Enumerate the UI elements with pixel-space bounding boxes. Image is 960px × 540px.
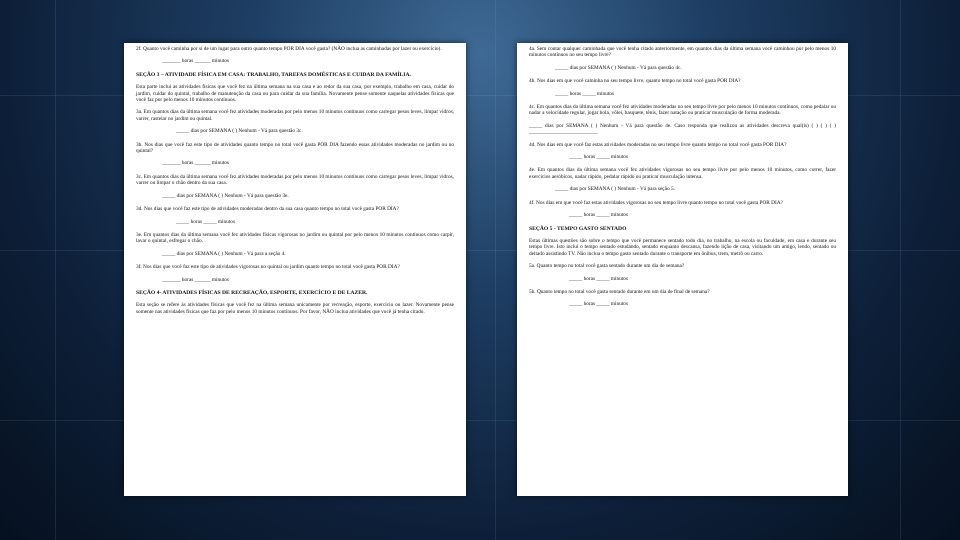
question-text: Esta seção se refere às atividades físicas que você fez na última semana unicamente por recreação, esporte, exercício ou lazer. Novamente pense somente nas atividades físicas que faz por pelo menos 10 minutos contínuos. Por favor, NÃO inclua atividades que você já tenha citado. bbox=[136, 302, 454, 315]
answer-line: _______ horas ______ minutos bbox=[162, 276, 229, 283]
question-text: 3a. Em quantos dias da última semana você fez atividades moderadas por pelo menos 10 minutos contínuos como carregar pesos leves, limpar vidros, varrer, rastelar no jardim ou quintal. bbox=[136, 109, 454, 122]
question-text: Estas últimas questões são sobre o tempo que você permanece sentado todo dia, no trabalho, na escola ou faculdade, em casa e durante seu tempo livre. Isto inclui o tempo sentado estudando, sentado enquanto descansa, fazendo lição de casa, visitando um amigo, lendo, sentado ou deitado assistindo TV. Não inclua o tempo gasto sentado durante o transporte em ônibus, trem, metrô ou carro. bbox=[529, 237, 836, 257]
answer-line: _____ horas _____ minutos bbox=[569, 275, 629, 282]
question-text: 3f. Nos dias que você faz este tipo de atividades vigorosas no quintal ou jardim quanto tempo no total você gasta POR DIA? bbox=[136, 264, 400, 271]
section-heading: SEÇÃO 3 – ATIVIDADE FÍSICA EM CASA: TRABALHO, TAREFAS DOMÉSTICAS E CUIDAR DA FAMÍLIA. bbox=[136, 71, 411, 78]
answer-line: _____ dias por SEMANA ( ) Nenhum - Vá para a seção 4. bbox=[162, 250, 286, 257]
question-text: 4c. Em quantos dias da última semana você fez atividades moderadas no seu tempo livre por pelo menos 10 minutos contínuos, como pedalar ou nadar a velocidade regular, jogar bola, vôlei, basquete, tênis, fazer natação ou praticar musculação de forma moderada. bbox=[529, 104, 836, 117]
answer-line: _____ dias por SEMANA ( ) Nenhum - Vá para questão 3c. bbox=[176, 128, 303, 135]
page-left-content bbox=[124, 43, 466, 315]
answer-line: _____ dias por SEMANA ( ) Nenhum - Vá para questão 3e. bbox=[162, 192, 289, 199]
question-text: 3e. Em quantos dias da última semana você fez atividades físicas vigorosas no jardim ou quintal por pelo menos 10 minutos contínuos como carpir, lavar o quintal, esfregar o chão. bbox=[136, 231, 454, 245]
question-text: 4b. Nos dias em que você caminha no seu tempo livre, quanto tempo no total você gasta POR DIA? bbox=[529, 78, 741, 85]
question-text: 4d. Nos dias em que você faz estas atividades moderadas no seu tempo livre quanto tempo no total você gasta POR DIA? bbox=[529, 141, 787, 148]
answer-line: _______ horas ______ minutos bbox=[162, 160, 229, 167]
question-text: 2f. Quanto você caminha por si de um lugar para outro quanto tempo POR DIA você gasta? (NÃO inclua as caminhadas por lazer ou exercício). bbox=[136, 46, 442, 52]
question-text: 5a. Quanto tempo no total você gasta sentado durante um dia de semana? bbox=[529, 263, 685, 270]
answer-line: _____ horas _____ minutos bbox=[569, 301, 629, 308]
question-text: 3d. Nos dias que você faz este tipo de atividades moderadas dentro da sua casa quanto tempo no total você gasta POR DIA? bbox=[136, 206, 399, 213]
question-text: 5b. Quanto tempo no total você gasta sentado durante em um dia de final de semana? bbox=[529, 288, 710, 295]
page-right-content bbox=[517, 43, 848, 308]
question-text: 4e. Em quantos dias da última semana você fez atividades vigorosas no seu tempo livre por pelo menos 10 minutos, como correr, fazer exercícios aeróbicos, nadar rápido, pedalar rápido ou praticar musculação intensa. bbox=[529, 167, 836, 180]
answer-line: _____ dias por SEMANA ( ) Nenhum - Vá para seção 5. bbox=[555, 186, 675, 193]
section-heading: SEÇÃO 5 - TEMPO GASTO SENTADO bbox=[529, 225, 627, 232]
question-text: 3c. Em quantos dias da última semana você fez atividades moderadas por pelo menos 10 minutos contínuos como carregar pesos leves, limpar vidros, varrer ou limpar o chão dentro da sua casa. bbox=[136, 173, 454, 187]
answer-line: _______ horas ______ minutos bbox=[162, 58, 229, 65]
answer-line: _____ horas _____ minutos bbox=[555, 90, 615, 97]
question-text: 4f. Nos dias em que você faz estas atividades vigorosas no seu tempo livre quanto tempo no total você gasta POR DIA? bbox=[529, 199, 783, 206]
answer-line: _____ horas _____ minutos bbox=[569, 212, 629, 219]
answer-line: _____ horas _____ minutos bbox=[569, 154, 629, 161]
section-heading: SEÇÃO 4- ATIVIDADES FÍSICAS DE RECREAÇÃO, ESPORTE, EXERCÍCIO E DE LAZER. bbox=[136, 289, 368, 296]
question-text: 4a. Sem contar qualquer caminhada que você tenha citado anteriormente, em quantos dias da última semana você caminhou por pelo menos 10 minutos contínuos no seu tempo livre? bbox=[529, 46, 836, 59]
question-text: Esta parte inclui as atividades físicas que você fez na última semana na sua casa e ao redor da sua casa, por exemplo, trabalho em casa, cuidar do jardim, cuidar do quintal, trabalho de manutenção da casa ou para cuidar da sua família. Novamente pense somente naquelas atividades físicas que você faz por pelo menos 10 minutos contínuos. bbox=[136, 84, 454, 104]
question-text: 3b. Nos dias que você faz este tipo de atividades quanto tempo no total você gasta POR DIA fazendo essas atividades moderadas no jardim ou no quintal? bbox=[136, 141, 454, 155]
document-page-left bbox=[124, 43, 466, 496]
question-text: _____ dias por SEMANA ( ) Nenhum - Vá para questão 4e. Caso responda que realizou as atividades descreva qual(is) ( ) ( ) ( ) __________________________ bbox=[529, 122, 836, 136]
document-page-right bbox=[517, 43, 848, 496]
answer-line: _____ dias por SEMANA ( ) Nenhum - Vá para questão 4c. bbox=[555, 64, 682, 71]
answer-line: _____ horas _____ minutos bbox=[176, 218, 236, 225]
